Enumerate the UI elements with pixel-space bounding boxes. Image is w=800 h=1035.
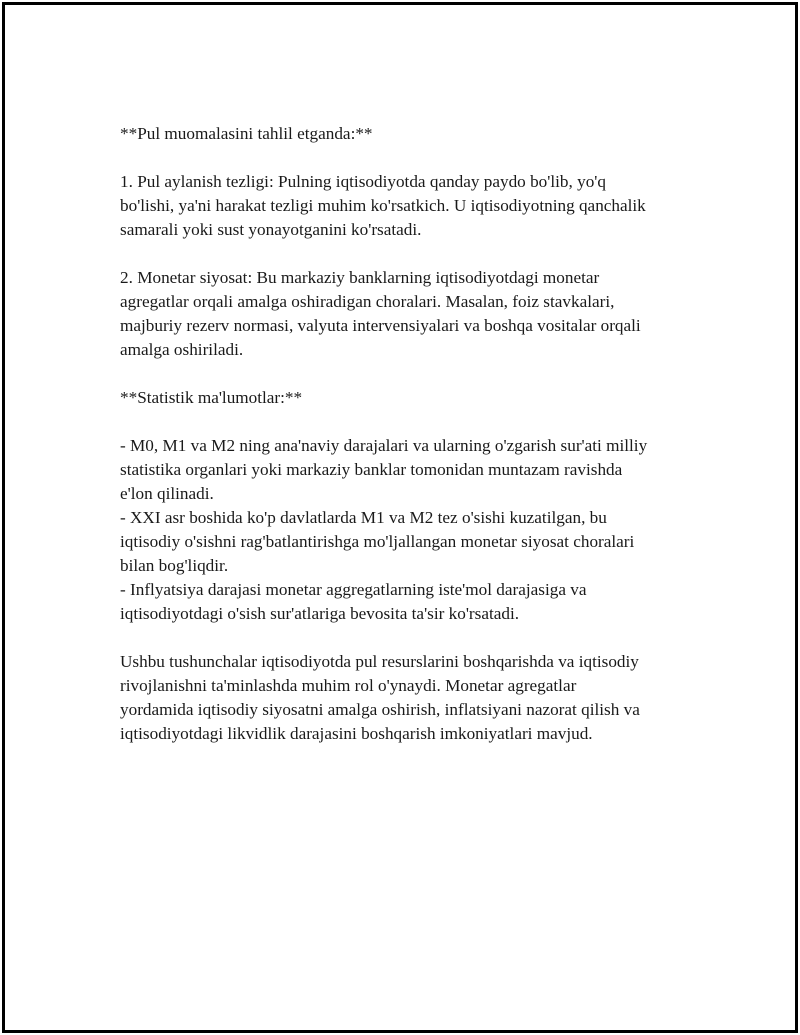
page-frame [2,2,798,1033]
bullet-line: - M0, M1 va M2 ning ana'naviy darajalari va ularning o'zgarish sur'ati milliy [120,436,648,455]
bullet-inflation [120,578,700,626]
conclusion-line: iqtisodiyotdagi likvidlik darajasini boshqarish imkoniyatlari mavjud. [120,724,593,743]
conclusion-line: rivojlanishni ta'minlashda muhim rol o'ynaydi. Monetar agregatlar [120,676,577,695]
bullet-xxi-century-growth [120,506,700,578]
bullet-line: statistika organlari yoki markaziy banklar tomonidan muntazam ravishda [120,460,623,479]
document-body [120,122,700,770]
heading-analysis-text: **Pul muomalasini tahlil etganda:** [120,124,373,143]
bullet-line: e'lon qilinadi. [120,484,214,503]
item-velocity-line: bo'lishi, ya'ni harakat tezligi muhim ko'rsatkich. U iqtisodiyotning qanchalik [120,196,646,215]
item-velocity-line: samarali yoki sust yonayotganini ko'rsatadi. [120,220,422,239]
heading-analysis [120,122,700,146]
heading-statistics [120,386,700,410]
item-monetary-policy-line: agregatlar orqali amalga oshiradigan choralari. Masalan, foiz stavkalari, [120,292,615,311]
item-monetary-policy-line: amalga oshiriladi. [120,340,244,359]
bullet-line: bilan bog'liqdir. [120,556,229,575]
bullet-line: iqtisodiy o'sishni rag'batlantirishga mo'ljallangan monetar siyosat choralari [120,532,635,551]
item-monetary-policy-line: 2. Monetar siyosat: Bu markaziy banklarning iqtisodiyotdagi monetar [120,268,600,287]
conclusion-paragraph [120,650,700,746]
conclusion-line: yordamida iqtisodiy siyosatni amalga oshirish, inflatsiyani nazorat qilish va [120,700,640,719]
item-velocity [120,170,700,242]
bullet-line: - XXI asr boshida ko'p davlatlarda M1 va M2 tez o'sishi kuzatilgan, bu [120,508,607,527]
conclusion-line: Ushbu tushunchalar iqtisodiyotda pul resurslarini boshqarishda va iqtisodiy [120,652,639,671]
item-monetary-policy-line: majburiy rezerv normasi, valyuta intervensiyalari va boshqa vositalar orqali [120,316,641,335]
bullet-line: - Inflyatsiya darajasi monetar aggregatlarning iste'mol darajasiga va [120,580,587,599]
item-velocity-line: 1. Pul aylanish tezligi: Pulning iqtisodiyotda qanday paydo bo'lib, yo'q [120,172,606,191]
bullet-aggregates-published [120,434,700,506]
item-monetary-policy [120,266,700,362]
bullet-line: iqtisodiyotdagi o'sish sur'atlariga bevosita ta'sir ko'rsatadi. [120,604,520,623]
heading-statistics-text: **Statistik ma'lumotlar:** [120,388,303,407]
